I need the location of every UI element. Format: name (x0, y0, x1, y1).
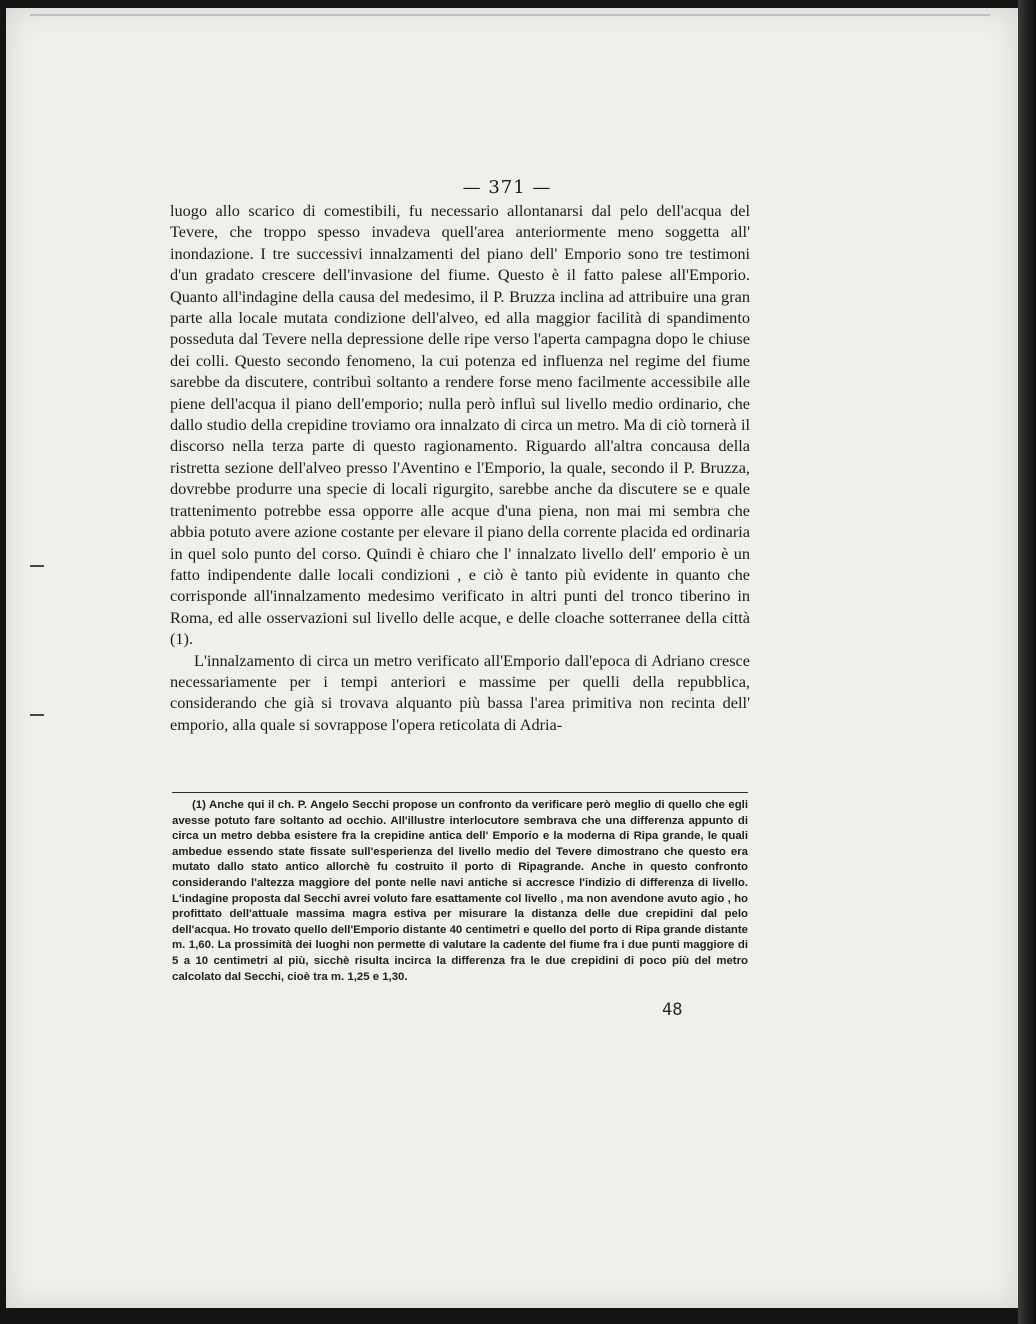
main-text (170, 200, 750, 735)
page-edge (1018, 0, 1036, 1324)
paragraph: luogo allo scarico di comestibili, fu necessario allontanarsi dal pelo dell'acqua del Tevere, che troppo spesso invadeva quell'area anteriormente meno soggetta all' inondazione. I tre successivi innalzamenti del piano dell' Emporio sono tre testimoni d'un gradato crescere dell'invasione del fiume. Questo è il fatto palese all'Emporio. Quanto all'indagine della causa del medesimo, il P. Bruzza inclina ad attribuire una gran parte alla locale mutata condizione dell'alveo, ed alla maggior facilità di spandimento posseduta dal Tevere nella depressione delle ripe verso l'aperta campagna dopo le chiuse dei colli. Questo secondo fenomeno, la cui potenza ed influenza nel regime del fiume sarebbe da discutere, contribuì soltanto a rendere forse meno facilmente accessibile alle piene dell'acqua il piano dell'emporio; nulla però influì sul livello medio ordinario, che dallo studio della crepidine troviamo ora innalzato di circa un metro. Ma di ciò tornerà il discorso nella terza parte di questo ragionamento. Riguardo all'altra concausa della ristretta sezione dell'alveo presso l'Aventino e l'Emporio, la quale, secondo il P. Bruzza, dovrebbe produrre una specie di locali rigurgito, sarebbe anche da discutere se e quale trattenimento potrebbe essa opporre alle acque d'una piena, non mai mi sembra che abbia potuto avere azione costante per elevare il piano della corrente placida ed ordinaria in quel solo punto del corso. Quindi è chiaro che l' innalzato livello dell' emporio è un fatto indipendente dalle locali condizioni , e ciò è tanto più evidente in quanto che corrisponde all'innalzamento medesimo verificato in altri punti del tronco tiberino in Roma, ed alle osservazioni sul livello delle acque, e delle cloache sotterranee della città (1). (170, 201, 750, 649)
margin-mark (30, 565, 44, 567)
footnote-divider (172, 792, 748, 793)
footnote (172, 798, 748, 985)
page-number: — 371 — (462, 177, 552, 198)
signature-mark: 48 (662, 1000, 683, 1020)
margin-mark (30, 714, 44, 716)
paragraph: L'innalzamento di circa un metro verificato all'Emporio dall'epoca di Adriano cresce necessariamente per i tempi anteriori e massime per quelli della repubblica, considerando che già si trovava alquanto più bassa l'area primitiva non recinta dell' emporio, alla quale si sovrappose l'opera reticolata di Adria- (170, 650, 750, 734)
top-edge-line (30, 14, 990, 16)
footnote-text: (1) Anche qui il ch. P. Angelo Secchi propose un confronto da verificare però meglio di quello che egli avesse potuto fare soltanto ad occhio. All'illustre interlocutore sembrava che una differenza appunto di circa un metro debba esistere fra la crepidine antica dell' Emporio e la moderna di Ripa grande, le quali ambedue essendo state fissate sull'esperienza del livello medio del Tevere dimostrano che questo era mutato dallo stato antico allorchè fu costruito il porto di Ripagrande. Anche in questo confronto considerando l'altezza maggiore del ponte nelle navi antiche si accresce l'indizio di differenza di livello. L'indagine proposta dal Secchi avrei voluto fare esattamente col livello , ma non avendone avuto agio , ho profittato dell'attuale massima magra estiva per misurare la distanza delle due crepidini dal pelo dell'acqua. Ho trovato quello dell'Emporio distante 40 centimetri e quello del porto di Ripa grande distante m. 1,60. La prossimità dei luoghi non permette di valutare la cadente del fiume fra i due punti maggiore di 5 a 10 centimetri al più, sicchè risulta incirca la differenza fra le due crepidini di poco più del metro calcolato dal Secchi, cioè tra m. 1,25 e 1,30. (172, 799, 748, 983)
